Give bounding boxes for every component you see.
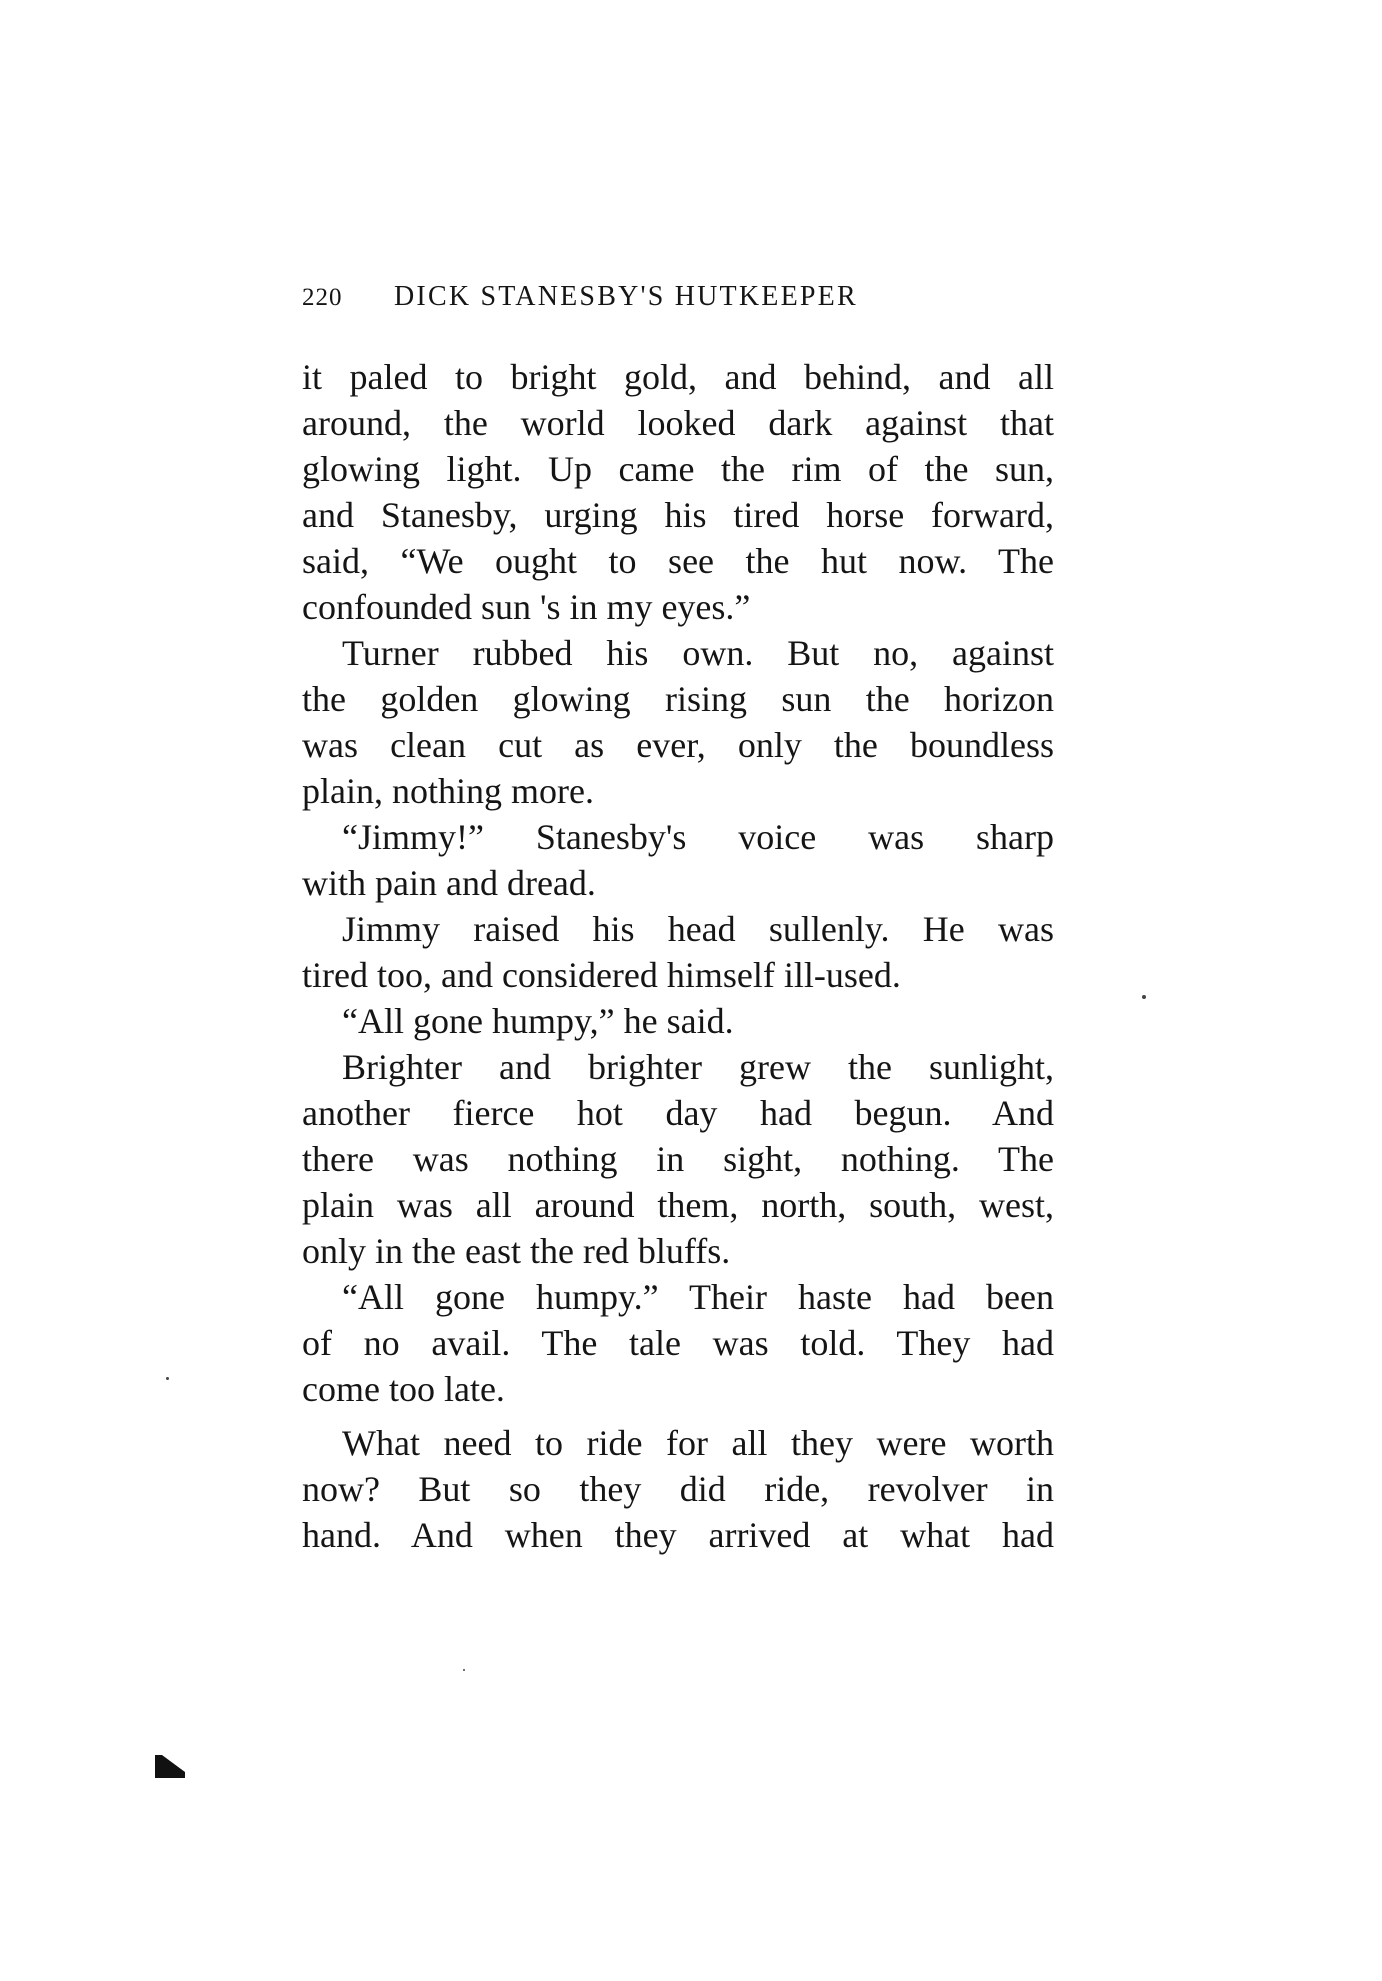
text-line: of no avail. The tale was told. They had [302, 1323, 1054, 1363]
text-line: another fierce hot day had begun. And [302, 1093, 1054, 1133]
text-line: around, the world looked dark against that [302, 403, 1054, 443]
paragraph [302, 1420, 1054, 1558]
text-line: was clean cut as ever, only the boundless [302, 725, 1054, 765]
paragraph-gap [302, 1412, 1054, 1420]
text-line: confounded sun 's in my eyes.” [302, 587, 751, 627]
paragraph [302, 814, 1054, 906]
text-line: “All gone humpy.” Their haste had been [342, 1277, 1054, 1317]
text-line: it paled to bright gold, and behind, and all [302, 357, 1054, 397]
scan-speck [1142, 995, 1146, 999]
text-line: plain was all around them, north, south, west, [302, 1185, 1054, 1225]
paragraph [302, 1274, 1054, 1412]
text-line: now? But so they did ride, revolver in [302, 1469, 1054, 1509]
text-line: “Jimmy!” Stanesby's voice was sharp [342, 817, 1054, 857]
text-line: “All gone humpy,” he said. [342, 1001, 734, 1041]
paragraph [302, 354, 1054, 630]
paragraph [302, 906, 1054, 998]
text-line: Turner rubbed his own. But no, against [342, 633, 1054, 673]
paragraph [302, 998, 1054, 1044]
body-text [302, 354, 1054, 1558]
text-line: plain, nothing more. [302, 771, 594, 811]
text-line: glowing light. Up came the rim of the sun, [302, 449, 1054, 489]
text-line: only in the east the red bluffs. [302, 1231, 731, 1271]
text-line: and Stanesby, urging his tired horse forward, [302, 495, 1054, 535]
text-line: hand. And when they arrived at what had [302, 1515, 1054, 1555]
running-head [302, 281, 1054, 321]
scan-speck [166, 1377, 169, 1380]
paragraph [302, 630, 1054, 814]
text-line: said, “We ought to see the hut now. The [302, 541, 1054, 581]
text-line: the golden glowing rising sun the horizon [302, 679, 1054, 719]
scan-speck [463, 1669, 465, 1671]
page-number: 220 [302, 284, 343, 311]
text-line: with pain and dread. [302, 863, 596, 903]
running-title: DICK STANESBY'S HUTKEEPER [394, 281, 858, 312]
paragraph [302, 1044, 1054, 1274]
text-line: there was nothing in sight, nothing. The [302, 1139, 1054, 1179]
scan-corner-mark-icon [155, 1755, 185, 1778]
text-line: Brighter and brighter grew the sunlight, [342, 1047, 1054, 1087]
text-line: come too late. [302, 1369, 505, 1409]
text-line: tired too, and considered himself ill-used. [302, 955, 901, 995]
text-line: What need to ride for all they were worth [342, 1423, 1054, 1463]
text-line: Jimmy raised his head sullenly. He was [342, 909, 1054, 949]
